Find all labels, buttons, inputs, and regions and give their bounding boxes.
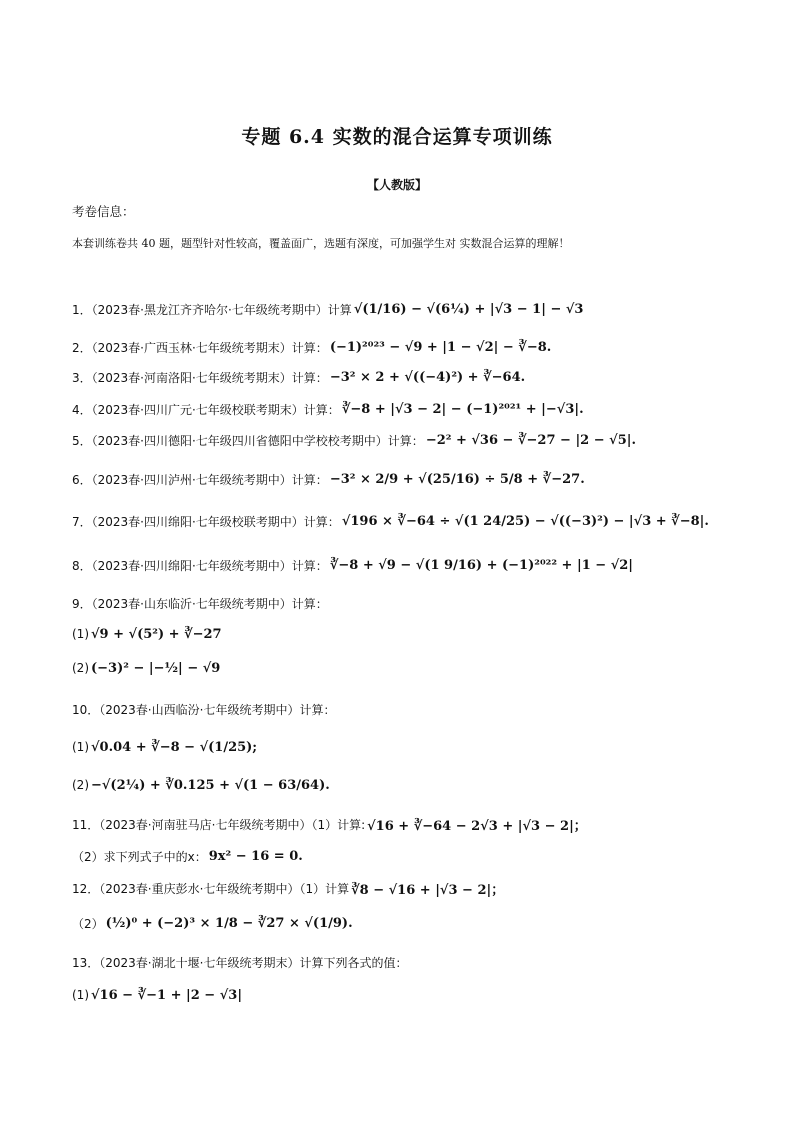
problem-math: 9x² − 16 = 0.	[208, 848, 303, 864]
problem-source: (2)	[72, 778, 89, 792]
problem-line	[72, 910, 353, 936]
problem-math: (−3)² − |−½| − √9	[91, 660, 221, 676]
problem-line	[72, 508, 709, 534]
problem-math: √196 × ∛−64 ÷ √(1 24/25) − √((−3)²) − |√3 + ∛−8|.	[341, 513, 709, 529]
problem-line	[72, 734, 257, 760]
problem-math: √0.04 + ∛−8 − √(1/25);	[91, 739, 258, 755]
problem-source: 3．（2023春·河南洛阳·七年级统考期末）计算：	[72, 370, 328, 385]
problem-math: √16 + ∛−64 − 2√3 + |√3 − 2|；	[367, 818, 587, 834]
problem-line	[72, 296, 583, 322]
problem-source: 13．（2023春·湖北十堰·七年级统考期末）计算下列各式的值：	[72, 955, 408, 970]
problem-math: (½)⁰ + (−2)³ × 1/8 − ∛27 × √(1/9).	[105, 915, 353, 931]
problem-source: (1)	[72, 740, 89, 754]
problem-line	[72, 396, 584, 422]
problem-line	[72, 875, 504, 901]
problem-line	[72, 466, 585, 492]
problem-math: ∛−8 + |√3 − 2| − (−1)²⁰²¹ + |−√3|.	[341, 401, 584, 417]
problem-line	[72, 552, 633, 578]
problem-line	[72, 949, 409, 975]
problem-source: 1．（2023春·黑龙江齐齐哈尔·七年级统考期中）计算	[72, 302, 352, 317]
problem-line	[72, 655, 220, 681]
problem-math: √(1/16) − √(6¼) + |√3 − 1| − √3	[353, 301, 584, 317]
problem-math: −3² × 2/9 + √(25/16) ÷ 5/8 + ∛−27.	[329, 471, 585, 487]
problem-source: 9．（2023春·山东临沂·七年级统考期中）计算：	[72, 596, 328, 611]
intro-text: 本套训练卷共 40 题，题型针对性较高，覆盖面广，选题有深度，可加强学生对 实数混合运算的理解！	[72, 237, 570, 250]
page-title: 专题 6.4 实数的混合运算专项训练	[241, 126, 553, 148]
problem-line	[72, 696, 337, 722]
edition-label: 【人教版】	[366, 178, 427, 192]
problem-math: −√(2¼) + ∛0.125 + √(1 − 63/64).	[91, 777, 330, 793]
problem-source: 11．（2023春·河南驻马店·七年级统考期中）（1）计算:	[72, 817, 366, 832]
problem-line	[72, 364, 525, 390]
problem-math: −2² + √36 − ∛−27 − |2 − √5|.	[425, 432, 637, 448]
problem-source: 12．（2023春·重庆彭水·七年级统考期中）（1）计算	[72, 881, 350, 896]
problem-source: 10．（2023春·山西临汾·七年级统考期中）计算：	[72, 702, 336, 717]
problem-source: (2)	[72, 661, 89, 675]
problem-source: 2．（2023春·广西玉林·七年级统考期末）计算：	[72, 340, 328, 355]
problem-line	[72, 811, 587, 837]
problem-line	[72, 982, 242, 1008]
problem-source: （2）	[72, 916, 104, 931]
problem-source: 8．（2023春·四川绵阳·七年级统考期中）计算：	[72, 558, 328, 573]
problem-line	[72, 843, 303, 869]
problem-source: 7．（2023春·四川绵阳·七年级校联考期中）计算：	[72, 514, 340, 529]
problem-source: (1)	[72, 627, 89, 641]
problem-line	[72, 772, 330, 798]
problem-math: (−1)²⁰²³ − √9 + |1 − √2| − ∛−8.	[329, 339, 552, 355]
problem-math: ∛8 − √16 + |√3 − 2|；	[351, 882, 505, 898]
problem-math: ∛−8 + √9 − √(1 9/16) + (−1)²⁰²² + |1 − √2|	[329, 557, 634, 573]
problem-source: 4．（2023春·四川广元·七年级校联考期末）计算：	[72, 402, 340, 417]
problem-math: √16 − ∛−1 + |2 − √3|	[91, 987, 243, 1003]
exam-info-label: 考卷信息：	[72, 204, 135, 219]
problem-line	[72, 590, 330, 616]
problem-line	[72, 621, 222, 647]
problem-math: √9 + √(5²) + ∛−27	[91, 626, 222, 642]
problem-line	[72, 427, 636, 453]
problem-math: −3² × 2 + √((−4)²) + ∛−64.	[329, 369, 526, 385]
problem-source: 5．（2023春·四川德阳·七年级四川省德阳中学校校考期中）计算：	[72, 433, 424, 448]
problem-line	[72, 334, 551, 360]
problem-source: (1)	[72, 988, 89, 1002]
problem-source: 6．（2023春·四川泸州·七年级统考期中）计算：	[72, 472, 328, 487]
problem-source: （2）求下列式子中的x：	[72, 849, 207, 864]
